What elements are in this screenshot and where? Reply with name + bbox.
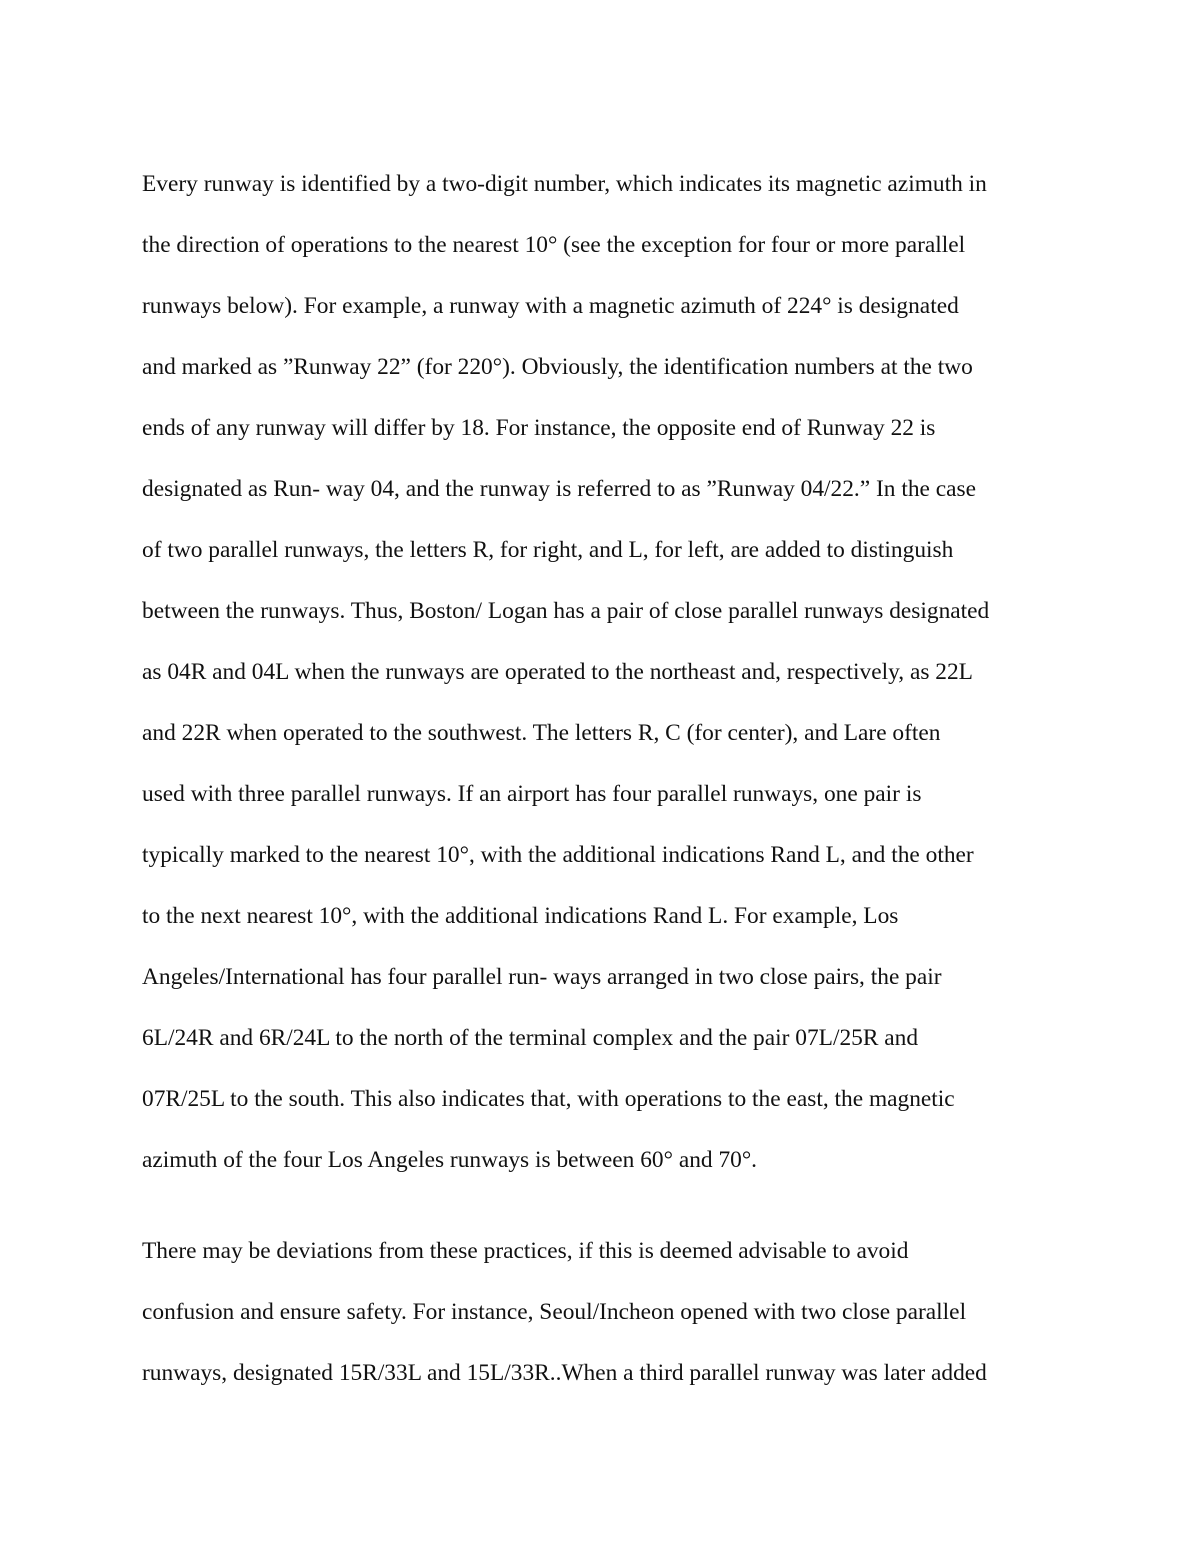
text-line: 07R/25L to the south. This also indicates that, with operations to the east, the magnetic bbox=[142, 1086, 955, 1112]
text-line: as 04R and 04L when the runways are operated to the northeast and, respectively, as 22L bbox=[142, 659, 973, 685]
text-line: designated as Run- way 04, and the runway is referred to as ”Runway 04/22.” In the case bbox=[142, 476, 976, 502]
text-line: 6L/24R and 6R/24L to the north of the terminal complex and the pair 07L/25R and bbox=[142, 1025, 919, 1051]
text-line: Angeles/International has four parallel run- ways arranged in two close pairs, the pair bbox=[142, 964, 942, 990]
text-line: between the runways. Thus, Boston/ Logan has a pair of close parallel runways designated bbox=[142, 598, 990, 624]
text-line: There may be deviations from these practices, if this is deemed advisable to avoid bbox=[142, 1238, 909, 1264]
text-line: ends of any runway will differ by 18. For instance, the opposite end of Runway 22 is bbox=[142, 415, 936, 441]
text-line: of two parallel runways, the letters R, for right, and L, for left, are added to distinguish bbox=[142, 537, 954, 563]
text-line: azimuth of the four Los Angeles runways is between 60° and 70°. bbox=[142, 1147, 758, 1173]
text-line: runways below). For example, a runway with a magnetic azimuth of 224° is designated bbox=[142, 293, 959, 319]
text-line: to the next nearest 10°, with the additional indications Rand L. For example, Los bbox=[142, 903, 899, 929]
text-line: and marked as ”Runway 22” (for 220°). Obviously, the identification numbers at the two bbox=[142, 354, 973, 380]
text-line: and 22R when operated to the southwest. The letters R, C (for center), and Lare often bbox=[142, 720, 941, 746]
text-line: confusion and ensure safety. For instance, Seoul/Incheon opened with two close parallel bbox=[142, 1299, 967, 1325]
text-line: runways, designated 15R/33L and 15L/33R..When a third parallel runway was later added bbox=[142, 1360, 987, 1386]
text-line: used with three parallel runways. If an airport has four parallel runways, one pair is bbox=[142, 781, 922, 807]
text-line: Every runway is identified by a two-digit number, which indicates its magnetic azimuth in bbox=[142, 171, 987, 197]
text-line: typically marked to the nearest 10°, with the additional indications Rand L, and the other bbox=[142, 842, 974, 868]
text-line: the direction of operations to the nearest 10° (see the exception for four or more parallel bbox=[142, 232, 966, 258]
